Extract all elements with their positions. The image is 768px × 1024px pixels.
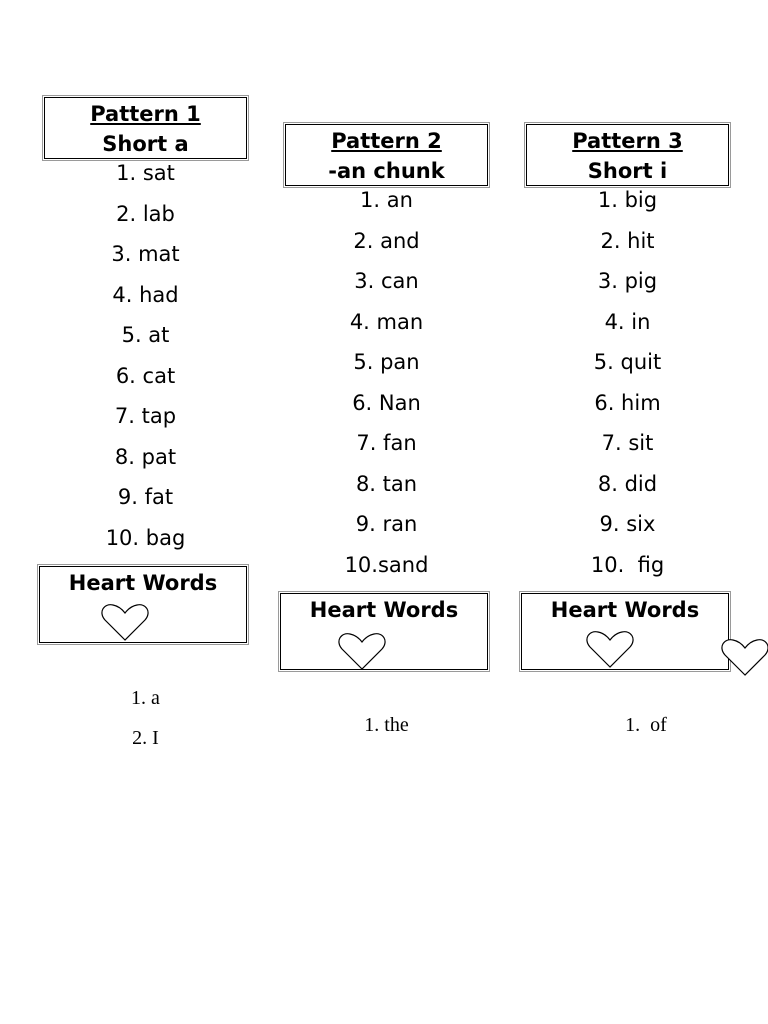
list-item: 7. tap: [114, 404, 177, 428]
list-item: 5. pan: [353, 350, 420, 374]
pattern-3-heart-words-title: Heart Words: [550, 598, 700, 622]
heart-icon: [338, 631, 386, 671]
pattern-1-header: [44, 97, 247, 159]
list-item: 9. fat: [117, 485, 174, 509]
pattern-3-subtitle: Short i: [587, 159, 668, 183]
list-item: 1. a: [131, 687, 160, 709]
list-item: 10.sand: [344, 552, 429, 577]
list-item: 7. fan: [356, 431, 417, 455]
pattern-1-heart-words-title: Heart Words: [68, 571, 218, 595]
list-item: 1. big: [597, 188, 658, 212]
list-item: 2. hit: [600, 228, 655, 253]
pattern-3-heart-word-list: [526, 713, 766, 753]
pattern-2-heart-word-list: [285, 713, 488, 753]
list-item: 9. ran: [355, 512, 418, 536]
heart-icon: [101, 602, 149, 642]
pattern-2-heart-words-box: [280, 593, 488, 670]
list-item: 4. in: [604, 309, 651, 334]
pattern-3-title: Pattern 3: [572, 129, 683, 153]
list-item: 2. lab: [116, 201, 175, 226]
list-item: 10. fig: [590, 552, 665, 577]
pattern-2-word-list: [285, 187, 488, 592]
heart-icon: [586, 629, 634, 669]
list-item: 3. pig: [597, 269, 658, 293]
list-item: 8. did: [597, 471, 658, 496]
pattern-1-title: Pattern 1: [90, 102, 201, 126]
pattern-2-header: [285, 124, 488, 186]
list-item: 1. an: [360, 188, 413, 212]
list-item: 1. sat: [116, 161, 175, 185]
pattern-2-title: Pattern 2: [331, 129, 442, 153]
list-item: 5. at: [121, 323, 170, 347]
pattern-1-word-list: [44, 160, 247, 565]
pattern-1-heart-words-box: [39, 566, 247, 643]
list-item: 6. cat: [115, 363, 176, 388]
pattern-1-subtitle: Short a: [102, 132, 189, 156]
list-item: 3. can: [354, 269, 419, 293]
list-item: 8. tan: [355, 471, 418, 496]
list-item: 6. Nan: [352, 390, 421, 415]
heart-icon: [721, 637, 768, 677]
pattern-1-heart-word-list: [44, 686, 247, 766]
pattern-2-heart-words-title: Heart Words: [309, 598, 459, 622]
list-item: 4. had: [112, 282, 179, 307]
list-item: 4. man: [349, 309, 424, 334]
pattern-3-word-list: [526, 187, 729, 592]
list-item: 5. quit: [593, 350, 662, 374]
list-item: 2. and: [353, 228, 420, 253]
list-item: 1. of: [625, 714, 667, 736]
list-item: 3. mat: [111, 242, 180, 266]
list-item: 9. six: [599, 512, 656, 536]
list-item: 1. the: [364, 714, 409, 736]
pattern-2-subtitle: -an chunk: [328, 159, 445, 183]
pattern-3-header: [526, 124, 729, 186]
list-item: 6. him: [594, 390, 661, 415]
pattern-3-heart-words-box: [521, 593, 729, 670]
list-item: 7. sit: [601, 431, 654, 455]
list-item: 2. I: [132, 727, 159, 749]
list-item: 8. pat: [114, 444, 177, 469]
list-item: 10. bag: [105, 525, 186, 550]
